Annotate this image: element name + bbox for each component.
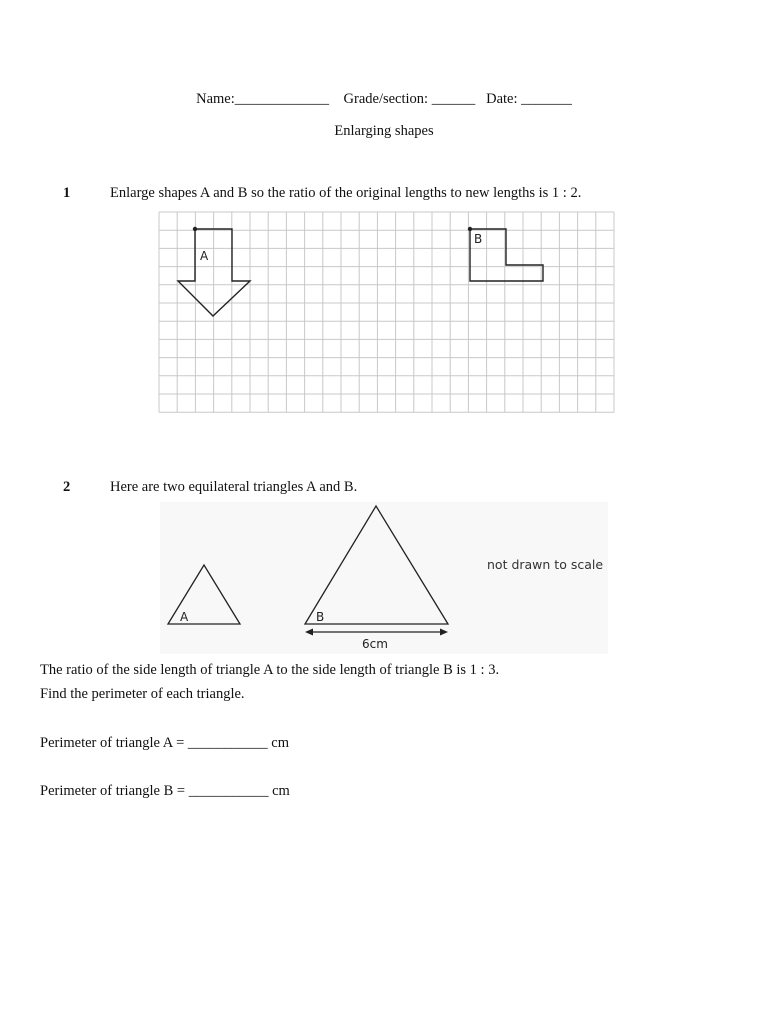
- question-1-number: 1: [63, 185, 71, 201]
- shape-a-vertex-dot: [193, 227, 197, 231]
- scale-note: not drawn to scale: [487, 557, 604, 572]
- ratio-statement: The ratio of the side length of triangle A to the side length of triangle B is 1 : 3.: [40, 662, 500, 678]
- perimeter-a-answer-line: Perimeter of triangle A = ___________ cm: [40, 735, 289, 751]
- date-field-label: Date: _______: [486, 91, 572, 107]
- header-line: [0, 91, 768, 108]
- question-1-text: Enlarge shapes A and B so the ratio of the original lengths to new lengths is 1 : 2.: [110, 185, 582, 201]
- triangle-a-label: A: [180, 610, 189, 624]
- question-2-number: 2: [63, 479, 71, 495]
- square-grid: [155, 210, 620, 424]
- dimension-label: 6cm: [362, 637, 388, 651]
- triangle-b-label: B: [316, 610, 325, 624]
- worksheet-title: Enlarging shapes: [334, 123, 434, 139]
- instruction-text: Find the perimeter of each triangle.: [40, 686, 245, 702]
- question-2-text: Here are two equilateral triangles A and B.: [110, 479, 358, 495]
- shape-b-vertex-dot: [468, 227, 472, 231]
- perimeter-b-answer-line: Perimeter of triangle B = ___________ cm: [40, 783, 290, 799]
- shape-a-label: A: [200, 249, 209, 263]
- name-field-label: Name:_____________: [196, 91, 330, 107]
- triangles-figure: [160, 502, 608, 654]
- shape-b-label: B: [474, 232, 483, 246]
- grade-field-label: Grade/section: ______: [343, 91, 476, 107]
